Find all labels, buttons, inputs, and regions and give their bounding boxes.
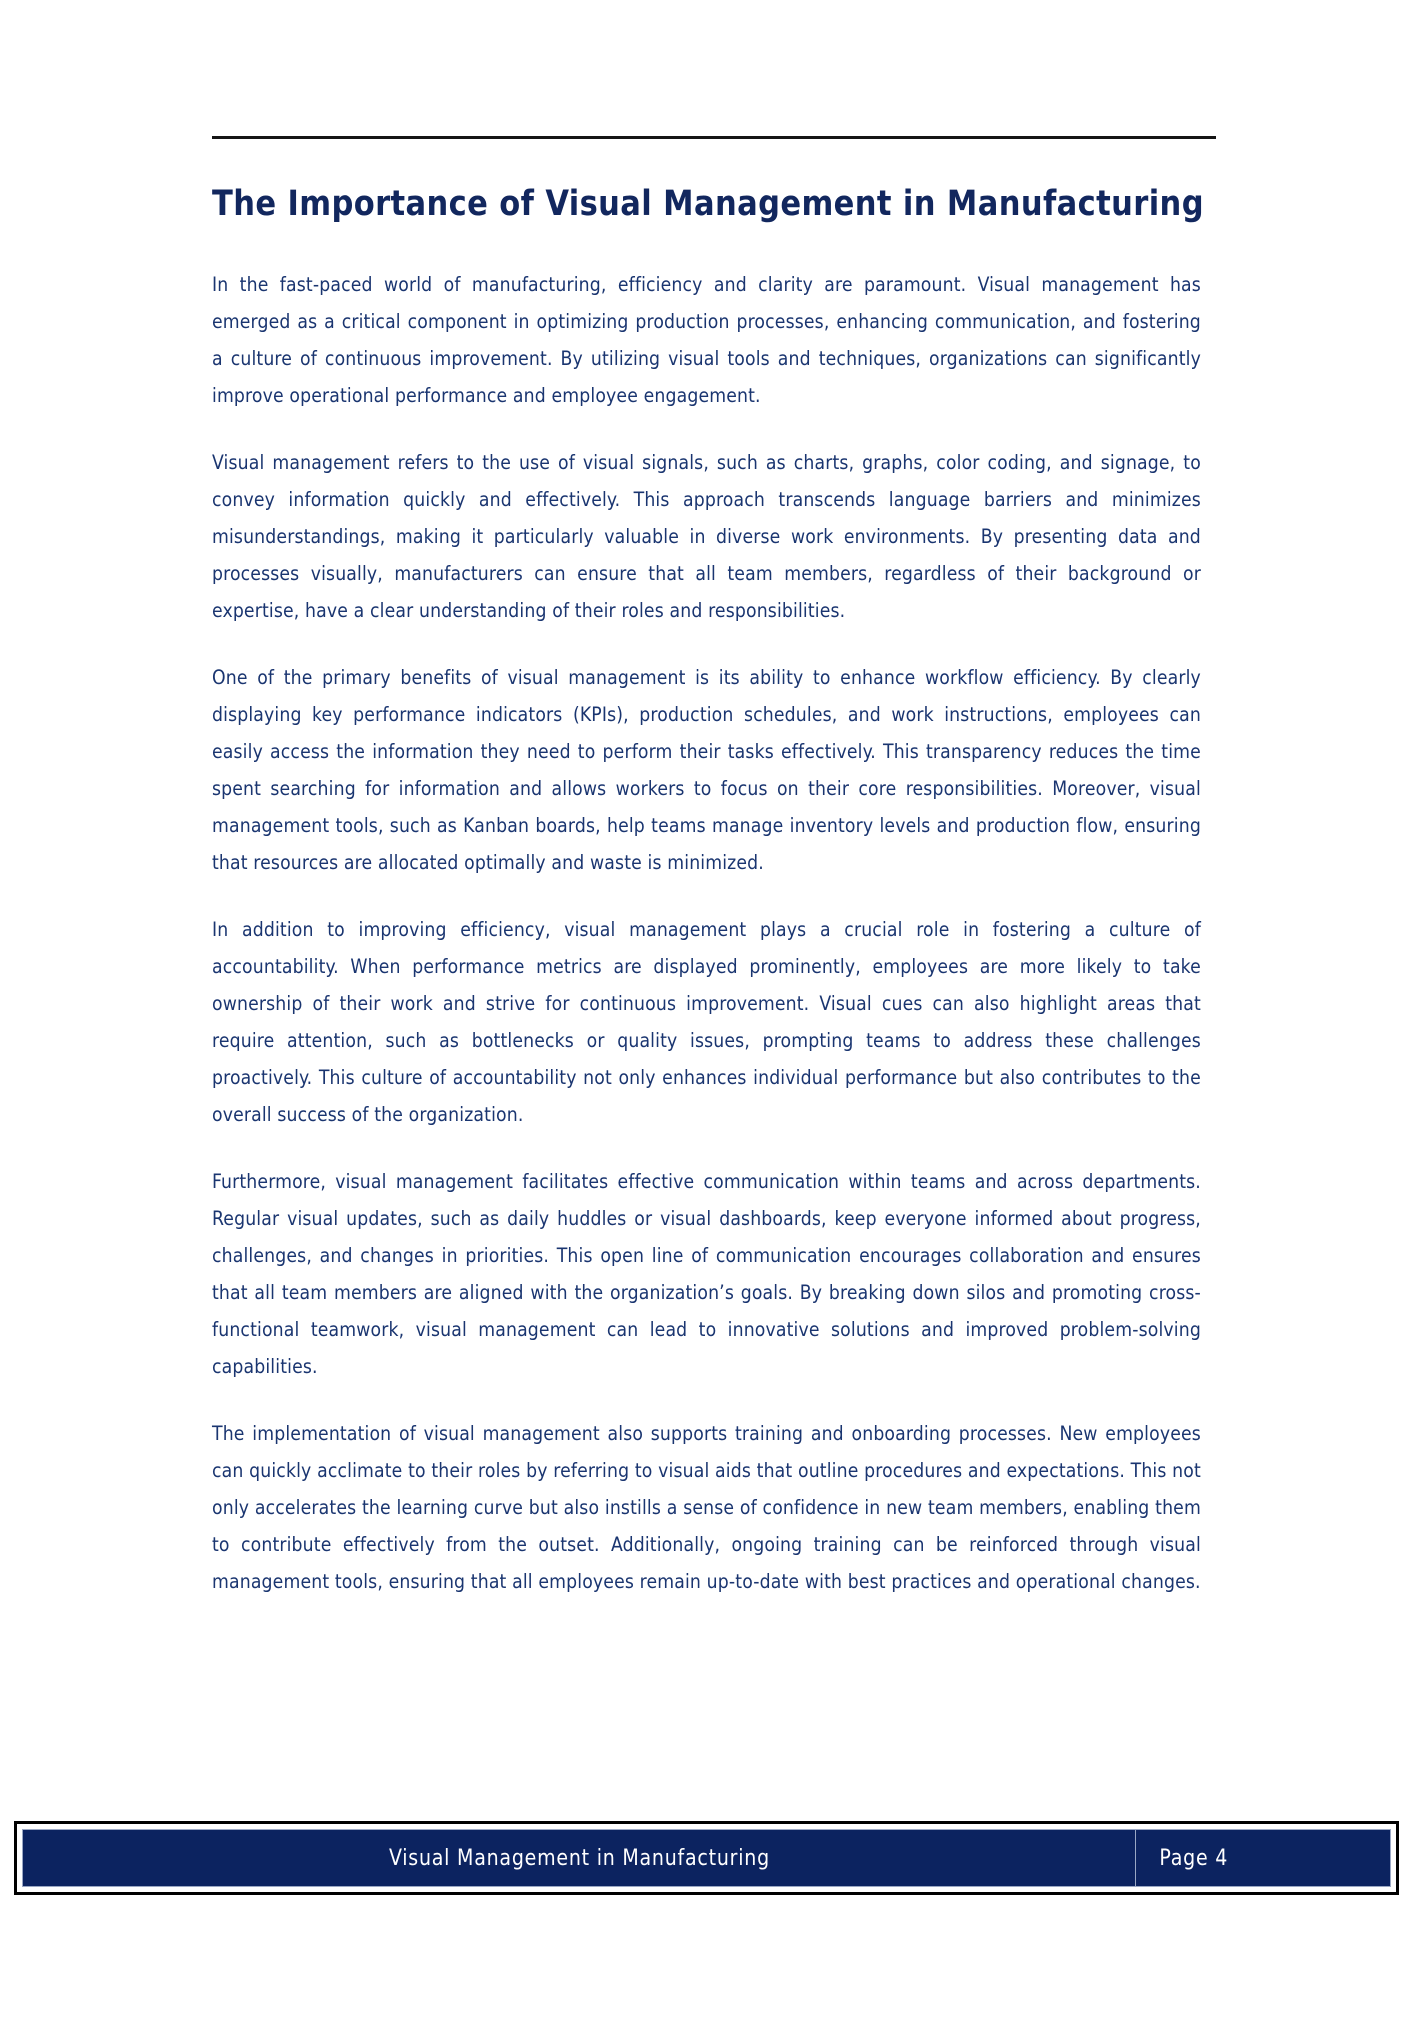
footer-page-number: Page 4: [1159, 1845, 1229, 1871]
header-rule: [212, 136, 1216, 139]
page-title: The Importance of Visual Management in Manufacturing: [212, 184, 1204, 224]
footer-document-title: Visual Management in Manufacturing: [388, 1845, 770, 1871]
body-paragraph: Furthermore, visual management facilitates effective communication within teams and across departments. Regular visual updates, such as daily huddles or visual dashboards, keep everyone informed about progress, challenges, and changes in priorities. This open line of communication encourages collaboration and ensures that all team members are aligned with the organization’s goals. By breaking down silos and promoting cross-functional teamwork, visual management can lead to innovative solutions and improved problem-solving capabilities.: [212, 1170, 1201, 1379]
document-content: [212, 185, 1216, 1600]
footer-bar: [22, 1829, 1391, 1887]
body-paragraph: In the fast-paced world of manufacturing, efficiency and clarity are paramount. Visual management has emerged as a critical component in optimizing production processes, enhancing communication, and fostering a culture of continuous improvement. By utilizing visual tools and techniques, organizations can significantly improve operational performance and employee engagement.: [212, 273, 1201, 408]
footer-page-number-cell: [1136, 1829, 1391, 1887]
body-paragraph: In addition to improving efficiency, visual management plays a crucial role in fostering a culture of accountability. When performance metrics are displayed prominently, employees are more likely to take ownership of their work and strive for continuous improvement. Visual cues can also highlight areas that require attention, such as bottlenecks or quality issues, prompting teams to address these challenges proactively. This culture of accountability not only enhances individual performance but also contributes to the overall success of the organization.: [212, 918, 1201, 1127]
page-footer: [14, 1821, 1399, 1895]
body-paragraph: One of the primary benefits of visual management is its ability to enhance workflow efficiency. By clearly displaying key performance indicators (KPIs), production schedules, and work instructions, employees can easily access the information they need to perform their tasks effectively. This transparency reduces the time spent searching for information and allows workers to focus on their core responsibilities. Moreover, visual management tools, such as Kanban boards, help teams manage inventory levels and production flow, ensuring that resources are allocated optimally and waste is minimized.: [212, 666, 1201, 875]
footer-title-cell: [22, 1829, 1136, 1887]
body-paragraph: The implementation of visual management also supports training and onboarding processes. New employees can quickly acclimate to their roles by referring to visual aids that outline procedures and expectations. This not only accelerates the learning curve but also instills a sense of confidence in new team members, enabling them to contribute effectively from the outset. Additionally, ongoing training can be reinforced through visual management tools, ensuring that all employees remain up-to-date with best practices and operational changes.: [212, 1422, 1201, 1594]
body-paragraph: Visual management refers to the use of visual signals, such as charts, graphs, color coding, and signage, to convey information quickly and effectively. This approach transcends language barriers and minimizes misunderstandings, making it particularly valuable in diverse work environments. By presenting data and processes visually, manufacturers can ensure that all team members, regardless of their background or expertise, have a clear understanding of their roles and responsibilities.: [212, 451, 1201, 623]
